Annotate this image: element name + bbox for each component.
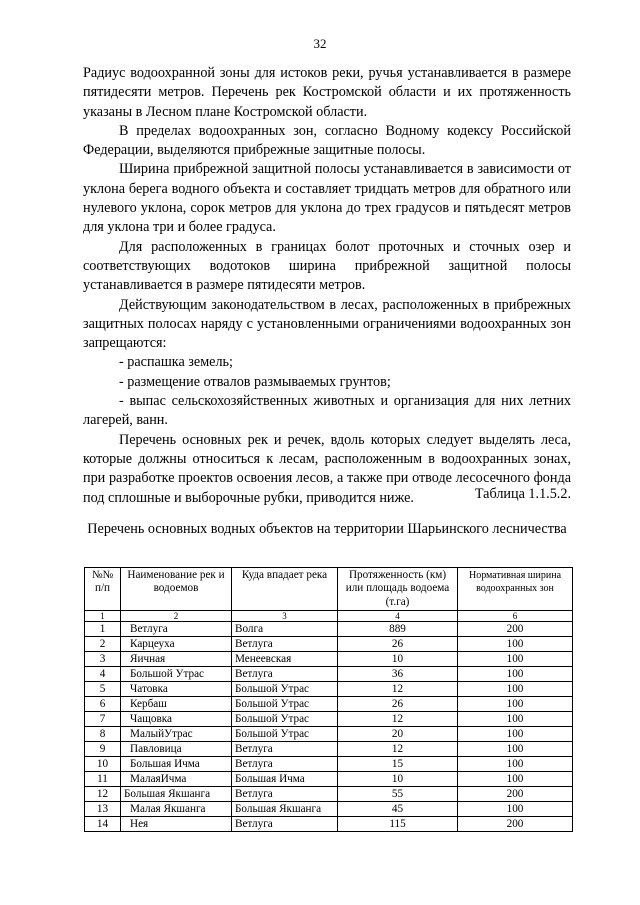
river-mouth: Большой Утрас: [232, 727, 338, 742]
river-mouth: Менеевская: [232, 652, 338, 667]
column-number: 4: [338, 611, 458, 622]
river-name: Чатовка: [121, 682, 232, 697]
zone-width: 200: [458, 622, 573, 637]
table-header-row: [85, 568, 573, 611]
river-length: 55: [338, 787, 458, 802]
paragraph: Для расположенных в границах болот проточных и сточных озер и соответствующих водотоков ширина прибрежной защитной полосы устанавливается в размере пятидесяти метров.: [83, 238, 571, 294]
column-number: 6: [458, 611, 573, 622]
river-length: 36: [338, 667, 458, 682]
row-number: 3: [85, 652, 121, 667]
river-name: Малая Якшанга: [121, 802, 232, 817]
table-row: [85, 667, 573, 682]
paragraph: В пределах водоохранных зон, согласно Водному кодексу Российской Федерации, выделяются прибрежные защитные полосы.: [83, 122, 571, 159]
row-number: 13: [85, 802, 121, 817]
river-length: 26: [338, 637, 458, 652]
river-mouth: Ветлуга: [232, 667, 338, 682]
table-row: [85, 637, 573, 652]
row-number: 1: [85, 622, 121, 637]
table-row: [85, 787, 573, 802]
river-name: Кербаш: [121, 697, 232, 712]
row-number: 14: [85, 817, 121, 832]
rivers-table: [84, 567, 573, 832]
river-length: 115: [338, 817, 458, 832]
row-number: 7: [85, 712, 121, 727]
river-mouth: Большой Утрас: [232, 712, 338, 727]
row-number: 6: [85, 697, 121, 712]
river-name: Чащовка: [121, 712, 232, 727]
zone-width: 200: [458, 817, 573, 832]
paragraph: Перечень основных рек и речек, вдоль которых следует выделять леса, которые должны относиться к лесам, расположенным в водоохранных зонах, при разработке проектов освоения лесов, а также при отводе лесосечного фонда под сплошные и выборочные рубки, приводится ниже.: [83, 431, 571, 506]
river-mouth: Ветлуга: [232, 757, 338, 772]
row-number: 4: [85, 667, 121, 682]
river-name: Ветлуга: [121, 622, 232, 637]
zone-width: 100: [458, 742, 573, 757]
header-zone-width: Нормативная ширина водоохранных зон: [458, 568, 573, 611]
table-row: [85, 682, 573, 697]
column-number: 2: [121, 611, 232, 622]
river-mouth: Ветлуга: [232, 787, 338, 802]
zone-width: 100: [458, 697, 573, 712]
table-title: Перечень основных водных объектов на территории Шарьинского лесничества: [87, 521, 567, 537]
body-text: [83, 64, 571, 508]
paragraph: Действующим законодательством в лесах, расположенных в прибрежных защитных полосах наряду с установленными ограничениями водоохранных зон запрещаются:: [83, 296, 571, 352]
river-length: 45: [338, 802, 458, 817]
river-mouth: Большая Якшанга: [232, 802, 338, 817]
table-row: [85, 772, 573, 787]
river-name: Большая Ичма: [121, 757, 232, 772]
list-item: - выпас сельскохозяйственных животных и организация для них летних лагерей, ванн.: [83, 393, 571, 429]
river-length: 10: [338, 652, 458, 667]
row-number: 11: [85, 772, 121, 787]
row-number: 2: [85, 637, 121, 652]
river-length: 10: [338, 772, 458, 787]
paragraph: Радиус водоохранной зоны для истоков реки, ручья устанавливается в размере пятидесяти метров. Перечень рек Костромской области и их протяженность указаны в Лесном плане Костромской области.: [83, 65, 571, 120]
river-mouth: Большой Утрас: [232, 682, 338, 697]
zone-width: 100: [458, 727, 573, 742]
row-number: 12: [85, 787, 121, 802]
zone-width: 100: [458, 682, 573, 697]
zone-width: 100: [458, 772, 573, 787]
table-row: [85, 757, 573, 772]
river-mouth: Большая Ичма: [232, 772, 338, 787]
river-mouth: Волга: [232, 622, 338, 637]
river-length: 26: [338, 697, 458, 712]
zone-width: 100: [458, 802, 573, 817]
zone-width: 100: [458, 637, 573, 652]
zone-width: 200: [458, 787, 573, 802]
row-number: 5: [85, 682, 121, 697]
row-number: 10: [85, 757, 121, 772]
column-number: 1: [85, 611, 121, 622]
table-row: [85, 802, 573, 817]
river-mouth: Большой Утрас: [232, 697, 338, 712]
table-row: [85, 712, 573, 727]
zone-width: 100: [458, 712, 573, 727]
river-mouth: Ветлуга: [232, 742, 338, 757]
list-item: - распашка земель;: [119, 354, 233, 371]
river-length: 12: [338, 682, 458, 697]
table-row: [85, 622, 573, 637]
column-number-row: [85, 611, 573, 622]
table-row: [85, 727, 573, 742]
river-name: Яичная: [121, 652, 232, 667]
river-name: Большой Утрас: [121, 667, 232, 682]
river-name: Нея: [121, 817, 232, 832]
river-name: Карцеуха: [121, 637, 232, 652]
zone-width: 100: [458, 757, 573, 772]
row-number: 8: [85, 727, 121, 742]
zone-width: 100: [458, 667, 573, 682]
river-mouth: Ветлуга: [232, 817, 338, 832]
river-length: 12: [338, 742, 458, 757]
river-length: 15: [338, 757, 458, 772]
river-length: 12: [338, 712, 458, 727]
table-row: [85, 817, 573, 832]
header-number: №№ п/п: [85, 568, 121, 611]
zone-width: 100: [458, 652, 573, 667]
table-row: [85, 697, 573, 712]
river-name: МалаяИчма: [121, 772, 232, 787]
list-item: - размещение отвалов размываемых грунтов;: [119, 373, 391, 390]
column-number: 3: [232, 611, 338, 622]
table-row: [85, 742, 573, 757]
table-row: [85, 652, 573, 667]
river-mouth: Ветлуга: [232, 637, 338, 652]
row-number: 9: [85, 742, 121, 757]
header-mouth: Куда впадает река: [232, 568, 338, 611]
river-name: Большая Якшанга: [121, 787, 232, 802]
table-reference: Таблица 1.1.5.2.: [474, 486, 571, 502]
page-number: 32: [313, 36, 327, 51]
river-length: 889: [338, 622, 458, 637]
header-name: Наименование рек и водоемов: [121, 568, 232, 611]
header-length: Протяженность (км) или площадь водоема (т.га): [338, 568, 458, 611]
paragraph: Ширина прибрежной защитной полосы устанавливается в зависимости от уклона берега водного объекта и составляет тридцать метров для обратного или нулевого уклона, сорок метров для уклона до трех градусов и пятьдесят метров для уклона три и более градуса.: [83, 161, 571, 236]
river-name: Павловица: [121, 742, 232, 757]
river-name: МалыйУтрас: [121, 727, 232, 742]
river-length: 20: [338, 727, 458, 742]
